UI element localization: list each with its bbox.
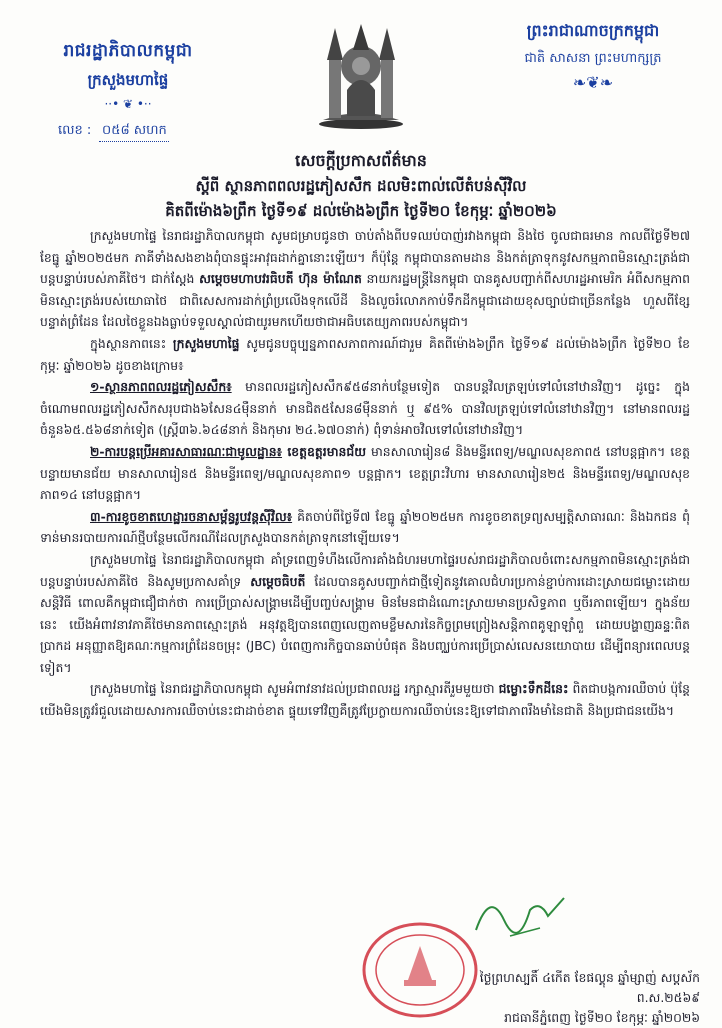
list-item-public-buildings: ២-ការបន្តប្រើអគារសាធារណៈជាមូលដ្ឋាន៖ ខេត្តឧត្តរមានជ័យ មានសាលារៀន៨ និងមន្ទីរពេទ្យ/មណ្ឌលសុខភាព៥ នៅបន្តផ្អាក។ ខេត្តបន្ទាយមានជ័យ មានសាលារៀន៥ និងមន្ទីរពេទ្យ/មណ្ឌលសុខភាព១ បន្តផ្អាក។ ខេត្តព្រះវិហារ មានសាលារៀន២៥ និងមន្ទីរពេទ្យ/មណ្ឌលសុខភាព១៤ នៅបន្តផ្អាក។ [40,443,690,503]
header-right [478,20,708,92]
date-solar: រាជធានីភ្នំពេញ ថ្ងៃទី២០ ខែកុម្ភៈ ឆ្នាំ២០២៦ [504,1010,700,1025]
national-motto: ជាតិ សាសនា ព្រះមហាក្សត្រ [524,51,662,66]
ornament-right: ❧❦❧ [572,73,614,92]
item-heading: ២-ការបន្តប្រើអគារសាធារណៈជាមូលដ្ឋាន៖ [90,443,283,459]
date-lunar: ថ្ងៃព្រហស្បតិ៍ ៤កើត ខែផល្គុន ឆ្នាំម្សាញ់ សប្តស័ក ព.ស.២៥៦៩ [479,970,700,1005]
paragraph-situation: ក្នុងស្ថានភាពនេះ ក្រសួងមហាផ្ទៃ សូមជូនបច្ចុប្បន្នភាពសភាពការណ៍ជារួម គិតពីម៉ោង៦ព្រឹក ថ្ងៃទី១៩ ដល់ម៉ោង៦ព្រឹក ថ្ងៃទី២០ ខែកុម្ភៈ ឆ្នាំ២០២៦ ដូចខាងក្រោម៖ [40,335,691,373]
reference-label: លេខ : [58,123,92,138]
document-period: គិតពីម៉ោង៦ព្រឹក ថ្ងៃទី១៩ ដល់ម៉ោង៦ព្រឹក ថ្ងៃទី២០ ខែកុម្ភៈ ឆ្នាំ២០២៦ [165,202,557,220]
item-heading: ៣-ការខូចខាតហេដ្ឋារចនាសម្ព័ន្ធរូបវន្តស៊ីវិល៖ [90,508,293,524]
document-title: សេចក្តីប្រកាសព័ត៌មាន [295,151,427,170]
paragraph-intro: ក្រសួងមហាផ្ទៃ នៃរាជរដ្ឋាភិបាលកម្ពុជា សូមជម្រាបជូនថា ចាប់តាំងពីបទឈប់បាញ់រវាងកម្ពុជា និងថៃ ចូលជាធរមាន កាលពីថ្ងៃទី២៧ ខែធ្នូ ឆ្នាំ២០២៥មក ភាគីទាំងសងខាងពុំបានផ្ទុះអាវុធដាក់គ្នានោះឡើយ។ ក៏ប៉ុន្តែ កម្ពុជាបានតាមដាន និងកត់ត្រាទុកនូវសកម្មភាពមិនស្មោះត្រង់ជាបន្តបន្ទាប់របស់ភាគីថៃ។ ជាក់ស្តែង សម្តេចមហាបវរធិបតី ហ៊ុន ម៉ាណែត នាយករដ្ឋមន្ត្រីនៃកម្ពុជា បានគូសបញ្ជាក់ពីសហរដ្ឋអាមេរិក អំពីសកម្មភាពមិនស្មោះត្រង់របស់យោធាថៃ ជាពិសេសការដាក់ព្រំប្រលើងទុកលើដី និងលួចរំលោភកាប់ទឹកដីកម្ពុជាដោយខុសច្បាប់ជាច្រើនកន្លែង ហួសពីខ្សែបន្ទាត់ព្រំដែន ដែលថៃខ្លួនឯងធ្លាប់ទទួលស្គាល់ជាយូរមកហើយថាជាអធិបតេយ្យភាពរបស់កម្ពុជា។ [40,228,690,330]
list-item-refugees: ១-ស្ថានភាពពលរដ្ឋភៀសសឹក៖ មានពលរដ្ឋភៀសសឹក៩៥៨នាក់បន្ថែមទៀត បានបន្តវិលត្រឡប់ទៅលំនៅឋានវិញ។ ដូច្នេះ ក្នុងចំណោមពលរដ្ឋភៀសសឹកសរុបជាង៦សែន៤ម៉ឺននាក់ មានជិត៥សែន៨ម៉ឺននាក់ ឬ ៩៥% បានវិលត្រឡប់ទៅលំនៅឋានវិញ។ នៅមានពលរដ្ឋចំនួន៦៥.៥៦៨នាក់ទៀត (ស្ត្រី៣៦.៦៤៨នាក់ និងកុមារ ២៤.៦៧០នាក់) ពុំទាន់អាចវិលទៅលំនៅឋានវិញ។ [40,379,690,438]
paragraph-support: ក្រសួងមហាផ្ទៃ នៃរាជរដ្ឋាភិបាលកម្ពុជា គាំទ្រពេញទំហឹងលើការគាំងជំហរមហាផ្ទៃរបស់រាជរដ្ឋាភិបាលចំពោះសកម្មភាពមិនស្មោះត្រង់ជាបន្តបន្ទាប់របស់ភាគីថៃ និងសូមប្រកាសគាំទ្រ សម្តេចធិបតី ដែលបានគូសបញ្ជាក់ជាថ្មីទៀតនូវគោលជំហរប្រកាន់ខ្ជាប់ការដោះស្រាយជម្លោះដោយសន្តិវិធី ពោលគឺកម្ពុជាជឿជាក់ថា ការប្រើប្រាស់សង្គ្រាមដើម្បីបញ្ចប់សង្គ្រាម មិនមែនជាដំណោះស្រាយមានប្រសិទ្ធភាព ឬចីរភាពឡើយ។ ក្នុងន័យនេះ យើងអំពាវនាវភាគីថៃមានភាពស្មោះត្រង់ អនុវត្តឱ្យបានពេញលេញតាមខ្លឹមសារនៃកិច្ចព្រមព្រៀងសន្តិភាពគូឡាឡាំពួ ដោយបង្ហាញឆន្ទៈពិតប្រាកដ អនុញ្ញាតឱ្យគណៈកម្មការព្រំដែនចម្រុះ (JBC) បំពេញការកិច្ចបានឆាប់បំផុត និងបញ្ឈប់ការប្រើប្រាស់លេសនយោបាយ ដើម្បីពន្យារពេលបន្តទៀត។ [40,551,691,675]
reference-number [58,122,169,142]
header-left [18,40,238,138]
reference-value: ០៥៨ សហក [99,122,169,142]
royal-emblem-icon [313,20,409,132]
government-name: រាជរដ្ឋាភិបាលកម្ពុជា [63,41,193,61]
signature-icon [470,880,570,950]
document-body [40,225,690,722]
kingdom-name: ព្រះរាជាណាចក្រកម្ពុជា [526,21,660,40]
ministry-name: ក្រសួងមហាផ្ទៃ [87,71,169,89]
document-subject: ស្តីពី ស្ថានភាពពលរដ្ឋភៀសសឹក ដលមិះពាល់លើតំបន់ស៊ីវិល [195,177,527,195]
signoff-block [430,968,700,1028]
item-heading: ១-ស្ថានភាពពលរដ្ឋភៀសសឹក៖ [90,379,232,395]
pm-name: សម្តេចមហាបវរធិបតី ហ៊ុន ម៉ាណែត [199,271,362,287]
title-block [40,150,682,224]
ornament-left: ··• ❦ •·· [104,97,152,111]
paragraph-appeal: ក្រសួងមហាផ្ទៃ នៃរាជរដ្ឋាភិបាលកម្ពុជា សូមអំពាវនាវដល់ប្រជាពលរដ្ឋ រក្សាស្មារតីរួមមួយថា ជម្លោះទឹកដីនេះ ពិតជាបង្កការឈឺចាប់ ប៉ុន្តែយើងមិនត្រូវរំជួលដោយសារការឈឺចាប់នេះជាដាច់ខាត ផ្ទុយទៅវិញគឺត្រូវប្រែក្លាយការឈឺចាប់នេះឱ្យទៅជាភាពរឹងមាំនៃជាតិ និងប្រជាជនយើង។ [40,681,690,719]
list-item-infrastructure: ៣-ការខូចខាតហេដ្ឋារចនាសម្ព័ន្ធរូបវន្តស៊ីវិល៖ គិតចាប់ពីថ្ងៃទី៧ ខែធ្នូ ឆ្នាំ២០២៥មក ការខូចខាតទ្រព្យសម្បត្តិសាធារណៈ និងឯកជន ពុំទាន់មានរបាយការណ៍ថ្មីបន្ថែមលើករណីដែលក្រសួងបានកត់ត្រាទុកនៅឡើយទេ។ [40,508,690,546]
